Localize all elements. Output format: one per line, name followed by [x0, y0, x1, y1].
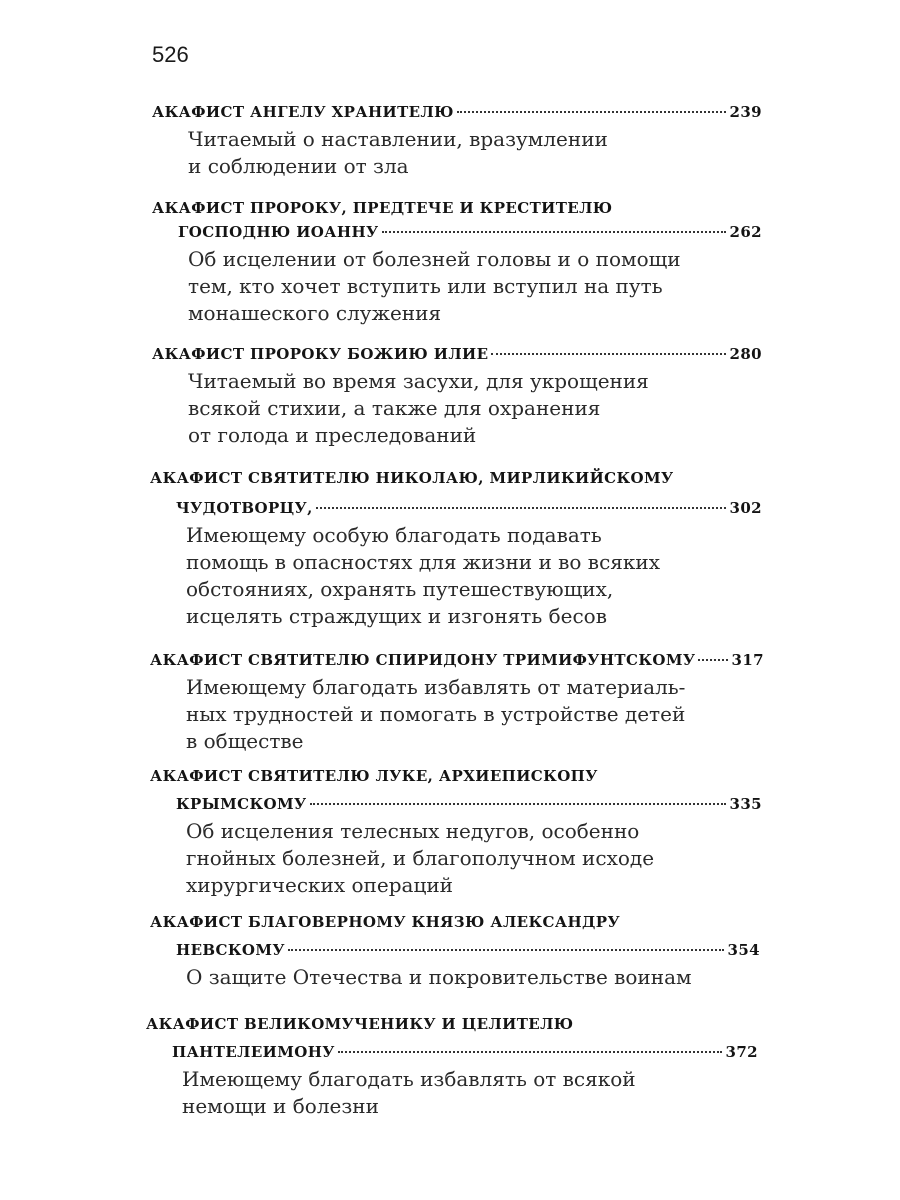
toc-entry	[152, 342, 762, 449]
entry-page-number: 302	[729, 499, 762, 517]
entry-description-line: О защите Отечества и покровительстве воинам	[186, 965, 692, 989]
toc-entry	[150, 910, 760, 991]
entry-title: АКАФИСТ ПРОРОКУ БОЖИЮ ИЛИЕ	[152, 345, 489, 363]
entry-description-line: помощь в опасностях для жизни и во всяких	[186, 550, 660, 574]
entry-title: АКАФИСТ СВЯТИТЕЛЮ НИКОЛАЮ, МИРЛИКИЙСКОМУ	[150, 469, 674, 487]
entry-title: АКАФИСТ ВЕЛИКОМУЧЕНИКУ И ЦЕЛИТЕЛЮ	[146, 1015, 574, 1033]
dot-leader	[310, 803, 727, 805]
entry-description-line: Читаемый о наставлении, вразумлении	[188, 127, 608, 151]
entry-description-line: монашеского служения	[188, 301, 442, 325]
entry-title-continuation: КРЫМСКОМУ	[176, 795, 307, 813]
toc-entry	[152, 100, 762, 180]
entry-page-number: 262	[729, 223, 762, 241]
entry-page-number: 239	[729, 103, 762, 121]
entry-heading	[152, 100, 762, 124]
entry-description-line: в обществе	[186, 729, 304, 753]
entry-page-number: 372	[725, 1043, 758, 1061]
dot-leader	[338, 1051, 723, 1053]
entry-description-line: всякой стихии, а также для охранения	[188, 396, 601, 420]
entry-description-line: Об исцелении от болезней головы и о помощи	[188, 247, 681, 271]
entry-title-continuation: ЧУДОТВОРЦУ,	[176, 499, 313, 517]
entry-description-line: и соблюдении от зла	[188, 154, 409, 178]
entry-heading	[176, 792, 762, 816]
entry-heading	[152, 342, 762, 366]
entry-description-line: немощи и болезни	[182, 1094, 379, 1118]
entry-description-line: обстояниях, охранять путешествующих,	[186, 577, 614, 601]
entry-title: АКАФИСТ БЛАГОВЕРНОМУ КНЯЗЮ АЛЕКСАНДРУ	[150, 913, 621, 931]
toc-entry	[152, 196, 762, 327]
entry-title: АКАФИСТ АНГЕЛУ ХРАНИТЕЛЮ	[152, 103, 454, 121]
entry-page-number: 354	[727, 941, 760, 959]
dot-leader	[382, 231, 727, 233]
entry-page-number: 335	[729, 795, 762, 813]
dot-leader	[457, 111, 727, 113]
dot-leader	[491, 353, 726, 355]
toc-entry	[150, 466, 762, 630]
entry-title-continuation: НЕВСКОМУ	[176, 941, 285, 959]
entry-heading	[176, 496, 762, 520]
entry-description-line: хирургических операций	[186, 873, 453, 897]
entry-description-line: исцелять страждущих и изгонять бесов	[186, 604, 607, 628]
dot-leader	[698, 659, 728, 661]
toc-entry	[150, 648, 764, 755]
toc-entry	[146, 1012, 758, 1120]
entry-description-line: тем, кто хочет вступить или вступил на путь	[188, 274, 663, 298]
entry-title: АКАФИСТ СВЯТИТЕЛЮ СПИРИДОНУ ТРИМИФУНТСКОМУ	[150, 651, 696, 669]
entry-title-continuation: ПАНТЕЛЕИМОНУ	[172, 1043, 335, 1061]
entry-description-line: ных трудностей и помогать в устройстве детей	[186, 702, 686, 726]
entry-description-line: Об исцеления телесных недугов, особенно	[186, 819, 640, 843]
entry-description-line: Имеющему особую благодать подавать	[186, 523, 602, 547]
entry-description-line: гнойных болезней, и благополучном исходе	[186, 846, 655, 870]
entry-page-number: 280	[729, 345, 762, 363]
dot-leader	[316, 507, 727, 509]
page-number: 526	[152, 42, 189, 67]
entry-heading	[178, 220, 762, 244]
toc-entry	[150, 764, 762, 899]
entry-heading	[172, 1040, 758, 1064]
entry-description-line: Имеющему благодать избавлять от всякой	[182, 1067, 636, 1091]
entry-description-line: Читаемый во время засухи, для укрощения	[188, 369, 649, 393]
dot-leader	[288, 949, 725, 951]
entry-description-line: Имеющему благодать избавлять от материаль-	[186, 675, 686, 699]
entry-title: АКАФИСТ СВЯТИТЕЛЮ ЛУКЕ, АРХИЕПИСКОПУ	[150, 767, 598, 785]
entry-heading	[150, 648, 764, 672]
entry-title: АКАФИСТ ПРОРОКУ, ПРЕДТЕЧЕ И КРЕСТИТЕЛЮ	[152, 199, 613, 217]
entry-description-line: от голода и преследований	[188, 423, 477, 447]
entry-heading	[176, 938, 760, 962]
entry-title-continuation: ГОСПОДНЮ ИОАННУ	[178, 223, 379, 241]
entry-page-number: 317	[731, 651, 764, 669]
